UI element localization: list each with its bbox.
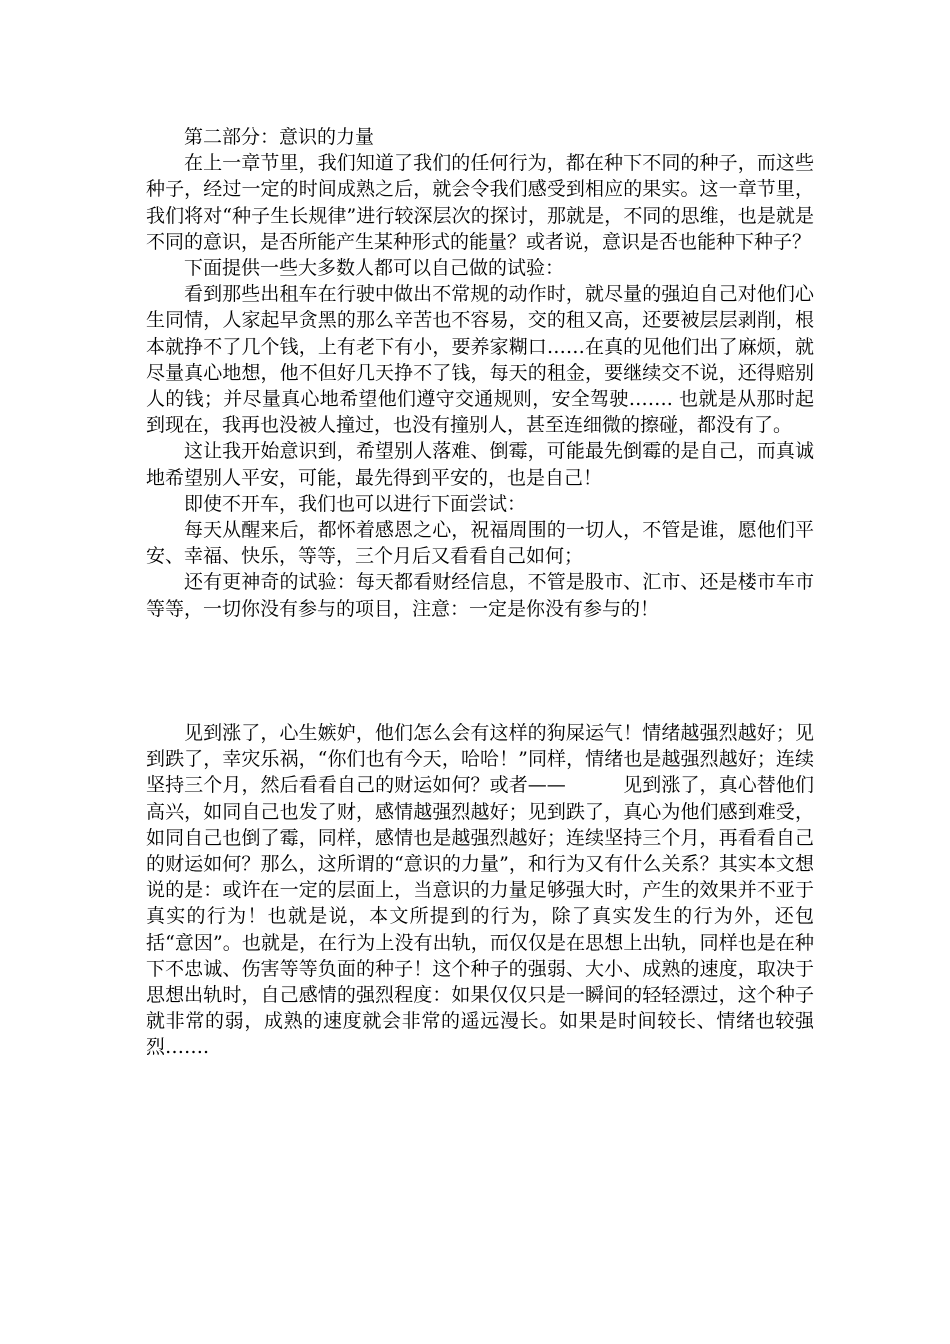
paragraph-finance-experiment: 还有更神奇的试验：每天都看财经信息，不管是股市、汇市、还是楼市车市等等，一切你没有参与的项目，注意：一定是你没有参与的！ bbox=[146, 571, 814, 620]
paragraph-gratitude: 每天从醒来后，都怀着感恩之心，祝福周围的一切人，不管是谁，愿他们平安、幸福、快乐，等等，三个月后又看看自己如何； bbox=[146, 519, 814, 568]
text-section-2 bbox=[146, 720, 814, 1061]
paragraph-intro: 在上一章节里，我们知道了我们的任何行为，都在种下不同的种子，而这些种子，经过一定的时间成熟之后，就会令我们感受到相应的果实。这一章节里，我们将对“种子生长规律”进行较深层次的探讨，那就是，不同的思维，也是就是不同的意识，是否所能产生某种形式的能量？或者说，意识是否也能种下种子？ bbox=[146, 152, 814, 253]
paragraph-realization: 这让我开始意识到，希望别人落难、倒霉，可能最先倒霉的是自己，而真诚地希望别人平安，可能，最先得到平安的，也是自己！ bbox=[146, 440, 814, 489]
paragraph-no-driving: 即使不开车，我们也可以进行下面尝试： bbox=[184, 492, 527, 515]
text-section-1 bbox=[146, 124, 814, 622]
paragraph-power-of-consciousness: 见到涨了，心生嫉妒，他们怎么会有这样的狗屎运气！情绪越强烈越好；见到跌了，幸灾乐祸，“你们也有今天，哈哈！”同样，情绪也是越强烈越好；连续坚持三个月，然后看看自己的财运如何？或者—— 见到涨了，真心替他们高兴，如同自己也发了财，感情越强烈越好；见到跌了，真心为他们感到难受，如同自己也倒了霉，同样，感情也是越强烈越好；连续坚持三个月，再看看自己的财运如何？那么，这所谓的“意识的力量”，和行为又有什么关系？其实本文想说的是：或许在一定的层面上，当意识的力量足够强大时，产生的效果并不亚于真实的行为！也就是说，本文所提到的行为，除了真实发生的行为外，还包括“意因”。也就是，在行为上没有出轨，而仅仅是在思想上出轨，同样也是在种下不忠诚、伤害等等负面的种子！这个种子的强弱、大小、成熟的速度，取决于思想出轨时，自己感情的强烈程度：如果仅仅只是一瞬间的轻轻漂过，这个种子就非常的弱，成熟的速度就会非常的遥远漫长。如果是时间较长、情绪也较强烈……. bbox=[146, 722, 814, 1059]
paragraph-experiment-intro: 下面提供一些大多数人都可以自己做的试验： bbox=[184, 257, 565, 280]
section-heading: 第二部分：意识的力量 bbox=[184, 126, 375, 148]
paragraph-taxi-experiment: 看到那些出租车在行驶中做出不常规的动作时，就尽量的强迫自己对他们心生同情，人家起早贪黑的那么辛苦也不容易，交的租又高，还要被层层剥削，根本就挣不了几个钱，上有老下有小，要养家糊口……在真的见他们出了麻烦，就尽量真心地想，他不但好几天挣不了钱，每天的租金，要继续交不说，还得赔别人的钱；并尽量真心地希望他们遵守交通规则，安全驾驶……. 也就是从那时起到现在，我再也没被人撞过，也没有撞别人，甚至连细微的擦碰，都没有了。 bbox=[146, 283, 814, 437]
